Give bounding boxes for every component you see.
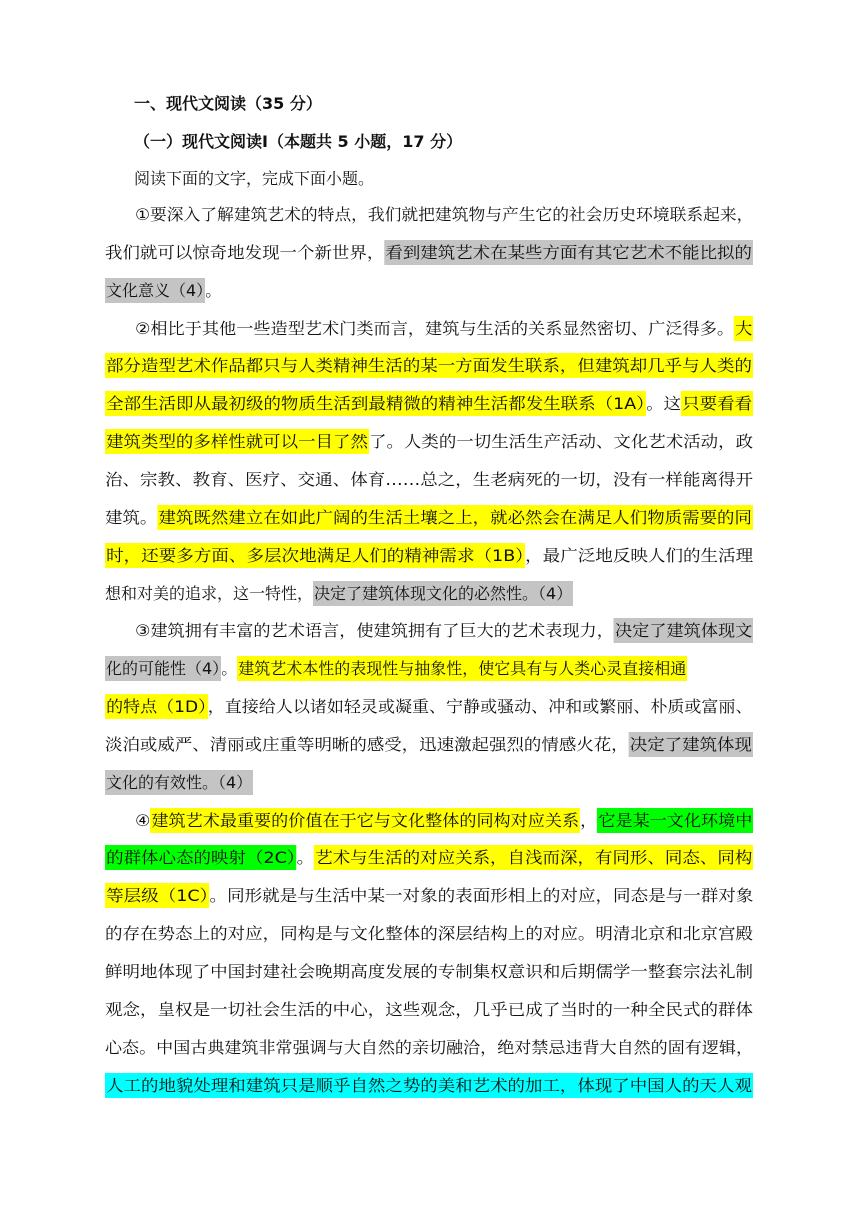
- highlighted-text: 大: [734, 316, 753, 341]
- highlighted-text: 艺术与生活的对应关系，自浅而深，有同形、同态、同构: [314, 845, 753, 870]
- passage-text: ④: [135, 810, 151, 830]
- passage-text: 了。人类的一切生活生产活动、文化艺术活动，政: [369, 432, 754, 452]
- passage-line: [105, 351, 753, 381]
- highlighted-text: 的特点（1D）: [105, 694, 208, 719]
- passage-text: 。: [205, 280, 222, 300]
- passage-text: ②相比于其他一些造型艺术门类而言，建筑与生活的关系显然密切、广泛得多。: [135, 318, 735, 338]
- highlighted-text: 决定了建筑体现: [629, 732, 753, 757]
- passage-line: [105, 692, 753, 722]
- highlighted-text: 决定了建筑体现文: [614, 618, 753, 643]
- passage-line: [135, 806, 753, 836]
- passage-line: [105, 276, 221, 306]
- passage-line: [135, 616, 753, 646]
- highlighted-text: 部分造型艺术作品都只与人类精神生活的某一方面发生联系，但建筑却几乎与人类的: [105, 353, 753, 378]
- passage-line: [105, 957, 753, 987]
- passage-text: ，最广泛地反映人们的生活理: [525, 545, 754, 565]
- highlighted-text: 建筑类型的多样性就可以一目了然: [105, 429, 369, 454]
- highlighted-text: 决定了建筑体现文化的必然性。（4）: [313, 581, 573, 606]
- passage-text: ，: [580, 810, 598, 830]
- passage-line: [135, 314, 753, 344]
- highlighted-text: 建筑既然建立在如此广阔的生活土壤之上，就必然会在满足人们物质需要的同: [157, 505, 753, 530]
- passage-line: [105, 427, 753, 457]
- passage-line: [105, 768, 253, 798]
- passage-text: 鲜明地体现了中国封建社会晚期高度发展的专制集权意识和后期儒学一整套宗法礼制: [105, 962, 754, 981]
- passage-text: 想和对美的追求，这一特性，: [105, 583, 314, 603]
- passage-line: [105, 238, 753, 268]
- passage-text: 我们就可以惊奇地发现一个新世界，: [105, 242, 385, 262]
- passage-text: 。: [221, 659, 238, 679]
- passage-line: [105, 995, 753, 1025]
- passage-line: [105, 1033, 753, 1063]
- passage-line: [105, 579, 573, 609]
- passage-line: [105, 389, 753, 419]
- passage-text: 。同形就是与生活中某一对象的表面形相上的对应，同态是与一群对象: [209, 886, 754, 906]
- passage-text: 治、宗教、教育、医疗、交通、体育……总之，生老病死的一切，没有一样能离得开: [105, 469, 754, 489]
- passage-text: 。: [296, 848, 315, 868]
- section-heading: 一、现代文阅读（35 分）: [134, 94, 322, 113]
- highlighted-text: 它是某一文化环境中: [597, 808, 753, 833]
- highlighted-text: 全部生活即从最初级的物质生活到最精微的精神生活都发生联系（1A）: [105, 391, 646, 416]
- passage-line: [105, 654, 687, 684]
- highlighted-text: 文化的有效性。（4）: [105, 770, 253, 795]
- passage-line: [105, 843, 753, 873]
- highlighted-text: 看到建筑艺术在某些方面有其它艺术不能比拟的: [384, 240, 753, 265]
- passage-text: 的存在势态上的对应，同构是与文化整体的深层结构上的对应。明清北京和北京宫殿: [105, 924, 754, 944]
- passage-line: [105, 465, 753, 495]
- passage-text: 观念，皇权是一切社会生活的中心，这些观念，几乎已成了当时的一种全民式的群体: [105, 999, 754, 1019]
- highlighted-text: 人工的地貌处理和建筑只是顺乎自然之势的美和艺术的加工，体现了中国人的天人观: [105, 1073, 753, 1098]
- passage-text: 心态。中国古典建筑非常强调与大自然的亲切融洽，绝对禁忌违背大自然的固有逻辑，: [105, 1037, 754, 1057]
- passage-line: [135, 200, 753, 230]
- highlighted-text: 文化意义（4）: [105, 278, 205, 303]
- passage-text: ①要深入了解建筑艺术的特点，我们就把建筑物与产生它的社会历史环境联系起来，: [135, 205, 754, 224]
- passage-line: [105, 503, 753, 533]
- highlighted-text: 建筑艺术本性的表现性与抽象性，使它具有与人类心灵直接相通: [237, 656, 687, 681]
- passage-text: ，直接给人以诸如轻灵或凝重、宁静或骚动、冲和或繁丽、朴质或富丽、: [207, 697, 753, 717]
- highlighted-text: 建筑艺术最重要的价值在于它与文化整体的同构对应关系: [150, 808, 580, 833]
- highlighted-text: 等层级（1C）: [105, 883, 210, 908]
- highlighted-text: 只要看看: [681, 391, 753, 416]
- subsection-heading: （一）现代文阅读Ⅰ（本题共 5 小题，17 分）: [134, 132, 463, 151]
- passage-line: [105, 541, 753, 571]
- highlighted-text: 化的可能性（4）: [105, 656, 221, 681]
- highlighted-text: 的群体心态的映射（2C）: [105, 845, 297, 870]
- passage-line: [105, 881, 753, 911]
- passage-text: 淡泊或威严、清丽或庄重等明晰的感受，迅速激起强烈的情感火花，: [105, 734, 629, 754]
- passage-line: [105, 730, 753, 760]
- passage-text: ③建筑拥有丰富的艺术语言，使建筑拥有了巨大的艺术表现力，: [135, 621, 614, 641]
- passage-line: [105, 919, 753, 949]
- passage-text: 。这: [646, 394, 682, 414]
- passage-line: [105, 1071, 753, 1101]
- highlighted-text: 时，还要多方面、多层次地满足人们的精神需求（1B）: [105, 543, 525, 568]
- passage-text: 建筑。: [105, 507, 158, 527]
- reading-instruction: 阅读下面的文字，完成下面小题。: [134, 169, 375, 188]
